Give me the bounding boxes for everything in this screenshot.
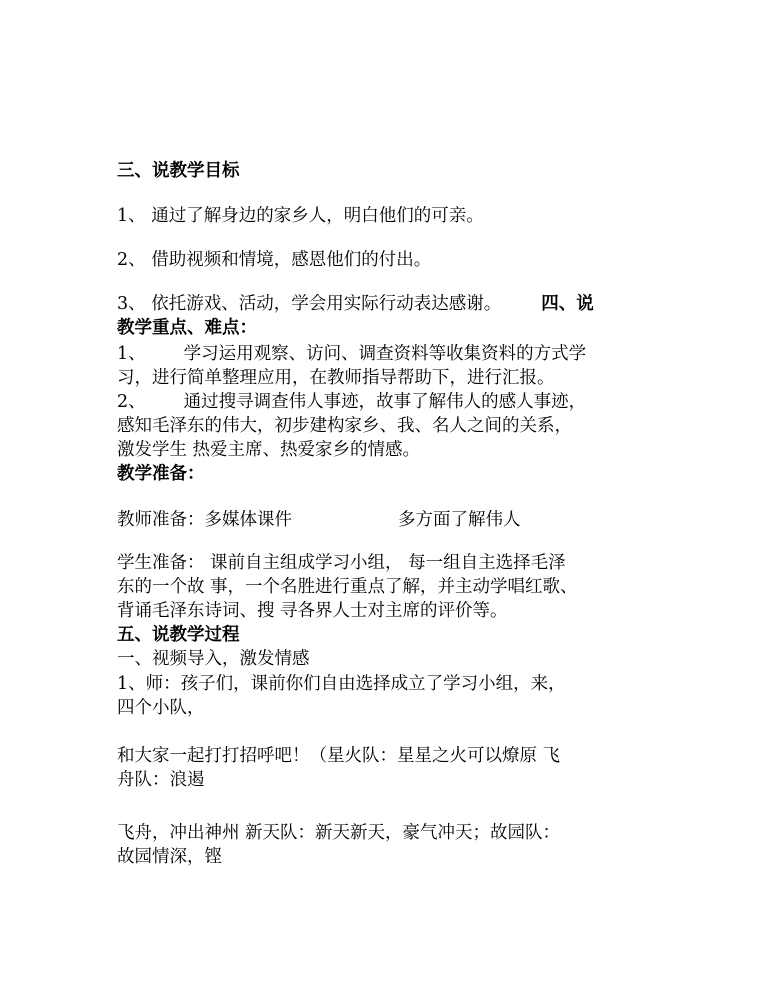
key-point-2-number: 2、 [117,392,146,412]
step1-line-5: 飞舟，冲出神州 新天队：新天新天，豪气冲天；故园队： [117,823,561,843]
section3-heading: 三、说教学目标 [117,161,240,181]
prep-heading: 教学准备： [117,464,205,484]
section4-heading: 教学重点、难点： [117,318,257,338]
goal-item-3-text: 3、 依托游戏、活动，学会用实际行动表达感谢。 [117,294,502,314]
goal-item-3 [117,292,662,316]
step1-line-6: 故园情深，铿 [117,847,222,867]
key-point-2-text: 通过搜寻调查伟人事迹，故事了解伟人的感人事迹， [183,392,587,412]
student-prep-line-1: 学生准备： 课前自主组成学习小组， 每一组自主选择毛泽 [117,553,566,573]
section4-heading-start: 四、说 [541,294,594,314]
teacher-prep [117,508,662,532]
step1-line-2: 四个小队， [117,698,205,718]
key-point-2-line-2: 感知毛泽东的伟大，初步建构家乡、我、名人之间的关系， [117,416,572,436]
goal-item-2: 2、 借助视频和情境，感恩他们的付出。 [117,250,432,270]
teacher-prep-extra: 多方面了解伟人 [398,510,521,530]
key-point-1-line-1 [117,342,662,366]
step1-heading: 一、视频导入，激发情感 [117,649,310,669]
step1-line-1: 1、师：孩子们，课前你们自由选择成立了学习小组，来， [117,674,566,694]
step1-line-4: 舟队：浪遏 [117,770,205,790]
key-point-2-line-1 [117,390,662,414]
key-point-1-line-2: 习，进行简单整理应用，在教师指导帮助下，进行汇报。 [117,368,555,388]
student-prep-line-2: 东的一个故 事，一个名胜进行重点了解，并主动学唱红歌、 [117,577,578,597]
key-point-2-line-3: 激发学生 热爱主席、热爱家乡的情感。 [117,440,421,460]
step1-line-3: 和大家一起打打招呼吧！（星火队：星星之火可以燎原 飞 [117,746,561,766]
goal-item-1: 1、 通过了解身边的家乡人，明白他们的可亲。 [117,206,484,226]
section5-heading: 五、说教学过程 [117,625,240,645]
key-point-1-number: 1、 [117,344,146,364]
student-prep-line-3: 背诵毛泽东诗词、搜 寻各界人士对主席的评价等。 [117,601,508,621]
key-point-1-text: 学习运用观察、访问、调查资料等收集资料的方式学 [183,344,587,364]
teacher-prep-label: 教师准备：多媒体课件 [117,510,292,530]
